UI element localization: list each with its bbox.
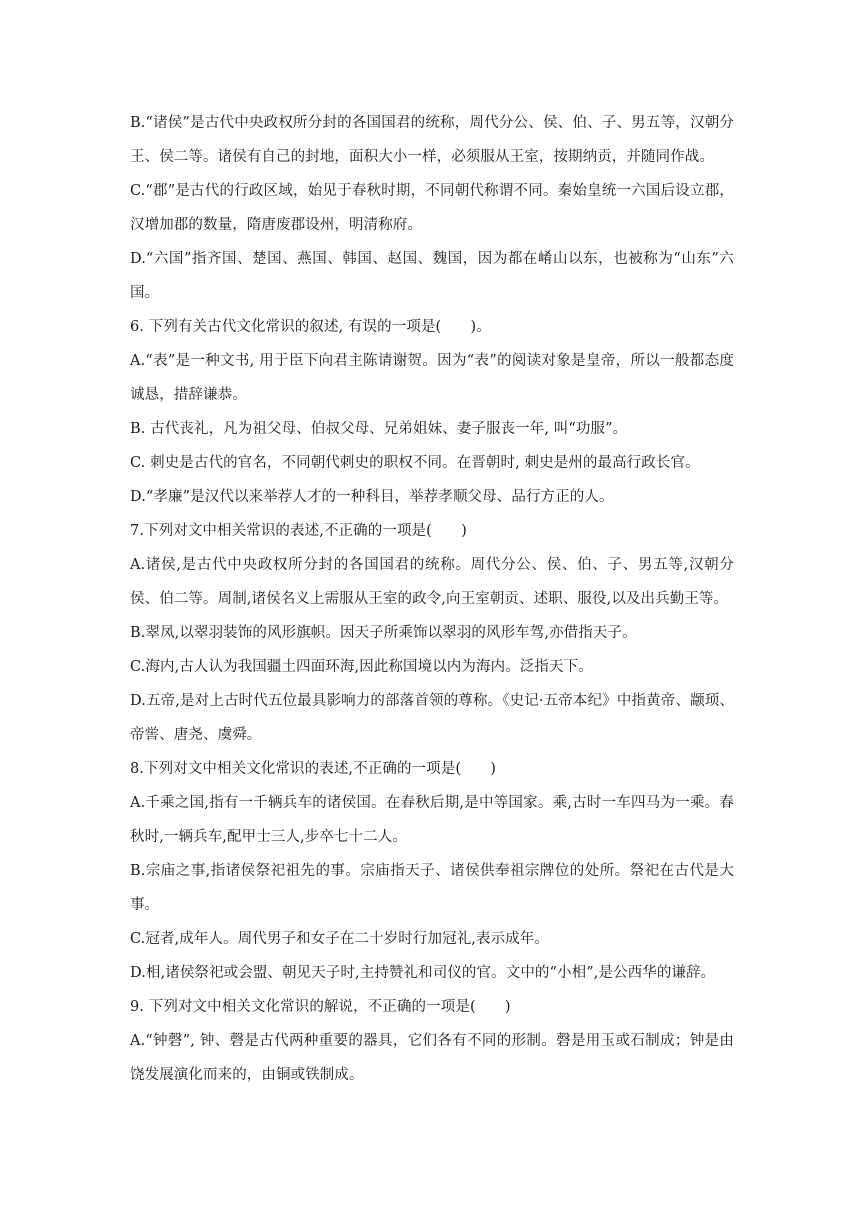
option-d-liuguo: D.“六国”指齐国、楚国、燕国、韩国、赵国、魏国，因为都在崤山以东，也被称为“山东”六国。 — [130, 251, 734, 301]
option-b-zhuhou: B.“诸侯”是古代中央政权所分封的各国国君的统称，周代分公、侯、伯、子、男五等，汉朝分王、侯二等。诸侯有自己的封地，面积大小一样，必须服从王室，按期纳贡，并随同作战。 — [130, 115, 734, 165]
q6-option-a: A.“表”是一种文书, 用于臣下向君主陈请谢贺。因为“表”的阅读对象是皇帝，所以一般都态度诚恳，措辞谦恭。 — [130, 353, 734, 403]
q8-option-a: A.千乘之国,指有一千辆兵车的诸侯国。在春秋后期,是中等国家。乘,古时一车四马为一乘。春秋时,一辆兵车,配甲士三人,步卒七十二人。 — [130, 795, 734, 845]
q6-option-d: D.“孝廉”是汉代以来举荐人才的一种科目，举荐孝顺父母、品行方正的人。 — [130, 489, 614, 505]
q7-option-c: C.海内,古人认为我国疆土四面环海,因此称国境以内为海内。泛指天下。 — [130, 659, 593, 675]
option-c-jun: C.“郡”是古代的行政区域，始见于春秋时期，不同朝代称谓不同。秦始皇统一六国后设立郡，汉增加郡的数量，隋唐废郡设州，明清称府。 — [130, 183, 734, 233]
q9-option-a: A.“钟磬”, 钟、磬是古代两种重要的器具，它们各有不同的形制。磬是用玉或石制成；钟是由饶发展演化而来的，由铜或铁制成。 — [130, 1033, 734, 1083]
q6-option-b: B. 古代丧礼，凡为祖父母、伯叔父母、兄弟姐妹、妻子服丧一年, 叫“功服”。 — [130, 421, 628, 437]
question-6: 6. 下列有关古代文化常识的叙述, 有误的一项是( )。 — [130, 319, 491, 335]
q7-option-a: A.诸侯,是古代中央政权所分封的各国国君的统称。周代分公、侯、伯、子、男五等,汉朝分侯、伯二等。周制,诸侯名义上需服从王室的政令,向王室朝贡、述职、服役,以及出兵勤王等。 — [130, 557, 734, 607]
q7-option-d: D.五帝,是对上古时代五位最具影响力的部落首领的尊称。《史记·五帝本纪》中指黄帝、颛顼、帝喾、唐尧、虞舜。 — [130, 693, 734, 743]
document-page — [130, 106, 734, 1092]
question-8: 8.下列对文中相关文化常识的表述,不正确的一项是( ) — [130, 761, 497, 777]
q8-option-c: C.冠者,成年人。周代男子和女子在二十岁时行加冠礼,表示成年。 — [130, 931, 550, 947]
q6-option-c: C. 刺史是古代的官名，不同朝代刺史的职权不同。在晋朝时, 刺史是州的最高行政长官。 — [130, 455, 700, 471]
q8-option-d: D.相,诸侯祭祀或会盟、朝见天子时,主持赞礼和司仪的官。文中的“小相”,是公西华的谦辞。 — [130, 965, 716, 981]
question-7: 7.下列对文中相关常识的表述,不正确的一项是( ) — [130, 523, 467, 539]
q7-option-b: B.翠凤,以翠羽装饰的风形旗帜。因天子所乘饰以翠羽的风形车驾,亦借指天子。 — [130, 625, 637, 641]
q8-option-b: B.宗庙之事,指诸侯祭祀祖先的事。宗庙指天子、诸侯供奉祖宗牌位的处所。祭祀在古代是大事。 — [130, 863, 734, 913]
question-9: 9. 下列对文中相关文化常识的解说，不正确的一项是( ) — [130, 999, 511, 1015]
